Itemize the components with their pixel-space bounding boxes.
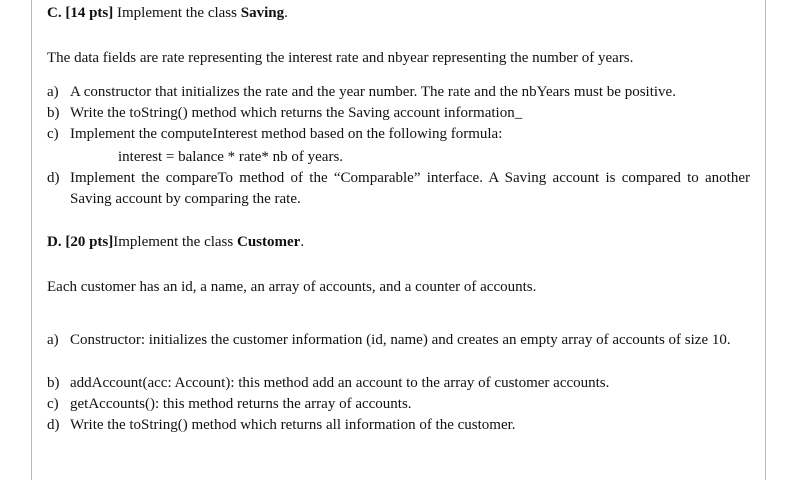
section-d-points: [20 pts] [65,234,114,250]
item-marker: d) [47,170,60,186]
section-c-item-b [47,103,750,124]
left-border [31,0,32,480]
section-d-item-b [47,373,750,394]
section-c-label: C. [47,5,62,21]
section-d-label: D. [47,234,62,250]
section-d-item-c [47,394,750,415]
section-c-class-name: Saving [240,5,285,21]
section-d-end: . [300,234,305,250]
section-c-lead: Implement the class [117,5,237,21]
item-marker: d) [47,417,60,433]
item-text: addAccount(acc: Account): this method add an account to the array of customer accounts. [70,375,610,391]
item-text: Write the toString() method which returns all information of the customer. [70,417,516,433]
interest-formula: interest = balance * rate* nb of years. [118,149,344,165]
item-text: Implement the compareTo method of the “Comparable” interface. A Saving account is compared to another Saving account by comparing the rate. [70,170,750,207]
item-marker: b) [47,105,60,121]
section-c-heading [47,4,288,22]
section-d-item-a [47,330,750,351]
section-c-item-c [47,124,750,145]
item-marker: c) [47,126,59,142]
section-c-points: [14 pts] [65,5,114,21]
right-border [765,0,766,480]
section-d-class-name: Customer [236,234,301,250]
item-text: Constructor: initializes the customer information (id, name) and creates an empty array of accounts of size 10. [70,332,731,348]
item-marker: b) [47,375,60,391]
section-d-item-d [47,415,750,436]
section-d-heading [47,233,304,251]
item-text: Implement the computeInterest method based on the following formula: [70,126,503,142]
section-d-description: Each customer has an id, a name, an array of accounts, and a counter of accounts. [47,279,537,295]
item-text: Write the toString() method which returns the Saving account information_ [70,105,523,121]
section-d-lead: Implement the class [113,234,234,250]
item-text: getAccounts(): this method returns the array of accounts. [70,396,412,412]
item-text: A constructor that initializes the rate and the year number. The rate and the nbYears must be positive. [70,84,676,100]
section-c-item-a [47,82,750,103]
item-marker: a) [47,332,59,348]
section-c-description: The data fields are rate representing the interest rate and nbyear representing the number of years. [47,50,634,66]
item-marker: a) [47,84,59,100]
section-c-item-d [47,168,750,210]
item-marker: c) [47,396,59,412]
section-c-end: . [284,5,288,21]
